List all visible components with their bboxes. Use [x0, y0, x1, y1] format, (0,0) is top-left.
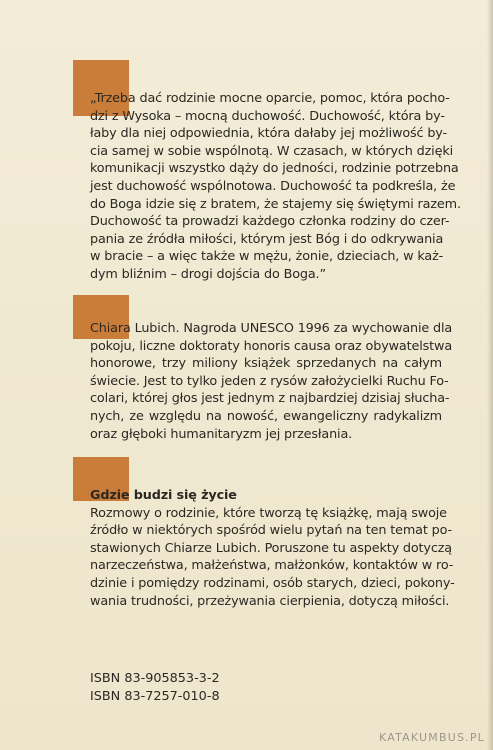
- watermark-text: KATAKUMBUS.PL: [379, 731, 485, 744]
- author-line: pokoju, liczne doktoraty honoris causa oraz obywatelstwa: [90, 338, 453, 354]
- book-title: Gdzie budzi się życie: [90, 488, 237, 503]
- quote-line: pania ze źródła miłości, którym jest Bóg i do odkrywania: [90, 231, 444, 247]
- quote-line: łaby dla niej odpowiednia, która dałaby jej możliwość by-: [90, 126, 447, 142]
- quote-line: w bracie – a więc także w mężu, żonie, dzieciach, w każ-: [90, 249, 444, 265]
- author-line: nych, ze względu na nowość, ewangeliczny radykalizm: [90, 408, 442, 424]
- quote-line: dzi z Wysoka – mocną duchowość. Duchowość, która by-: [90, 108, 445, 124]
- quote-paragraph: [90, 90, 461, 284]
- author-paragraph: [90, 320, 453, 443]
- quote-line: dym bliźnim – drogi dojścia do Boga.”: [90, 266, 326, 282]
- book-description: [90, 487, 455, 610]
- isbn-line: ISBN 83-905853-3-2: [90, 671, 220, 686]
- author-line: Chiara Lubich. Nagroda UNESCO 1996 za wychowanie dla: [90, 321, 453, 336]
- description-line: stawionych Chiarze Lubich. Poruszone tu aspekty dotyczą: [90, 540, 452, 556]
- isbn-block: [90, 670, 220, 705]
- description-line: dzinie i pomiędzy rodzinami, osób starych, dzieci, pokony-: [90, 575, 455, 591]
- description-line: Rozmowy o rodzinie, które tworzą tę książkę, mają swoje: [90, 505, 447, 521]
- isbn-line: ISBN 83-7257-010-8: [90, 688, 220, 704]
- author-line: świecie. Jest to tylko jeden z rysów założycielki Ruchu Fo-: [90, 373, 449, 389]
- quote-line: cia samej w sobie wspólnotą. W czasach, w których dzięki: [90, 143, 453, 159]
- description-line: wania trudności, przeżywania cierpienia, dotyczą miłości.: [90, 593, 450, 609]
- author-line: colari, której głos jest jednym z najbardziej dzisiaj słucha-: [90, 391, 450, 407]
- description-line: źródło w niektórych spośród wielu pytań na ten temat po-: [90, 523, 452, 539]
- description-line: narzeczeństwa, małżeństwa, małżonków, kontaktów w ro-: [90, 558, 454, 574]
- quote-line: do Boga idzie się z bratem, że stajemy się świętymi razem.: [90, 196, 461, 212]
- author-line: honorowe, trzy miliony książek sprzedanych na całym: [90, 356, 442, 372]
- author-line: oraz głęboki humanitaryzm jej przesłania.: [90, 426, 353, 442]
- quote-line: Duchowość ta prowadzi każdego członka rodziny do czer-: [90, 214, 450, 230]
- quote-line: komunikacji wszystko dąży do jedności, rodzinie potrzebna: [90, 161, 459, 177]
- quote-line: „Trzeba dać rodzinie mocne oparcie, pomoc, która pocho-: [90, 91, 450, 106]
- quote-line: jest duchowość wspólnotowa. Duchowość ta podkreśla, że: [90, 178, 456, 194]
